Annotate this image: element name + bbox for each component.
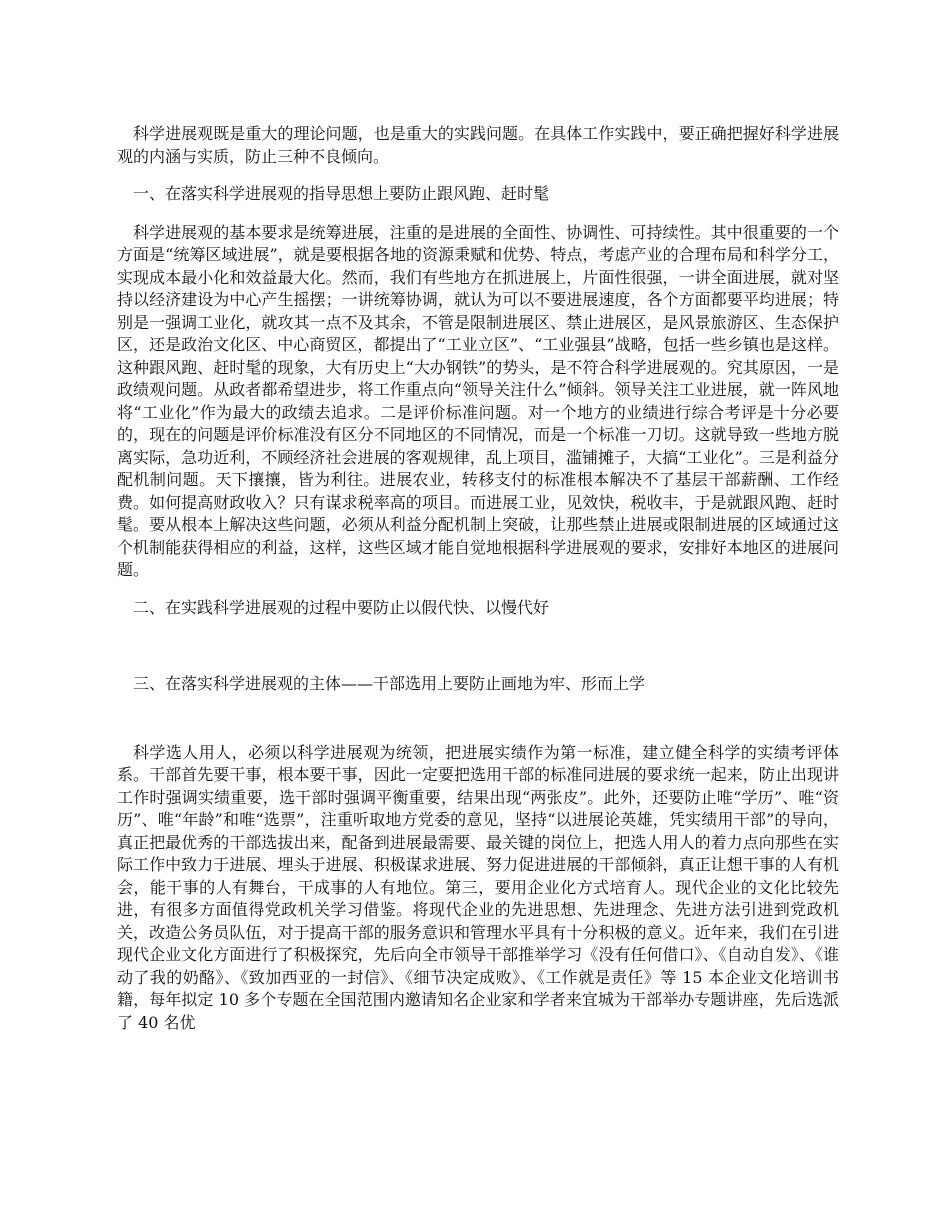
spacer	[117, 696, 839, 742]
section-3-body: 科学选人用人，必须以科学进展观为统领，把进展实绩作为第一标准，建立健全科学的实绩考评体系。干部首先要干事，根本要干事，因此一定要把选用干部的标准同进展的要求统一起来，防止出现讲工作时强调实绩重要，选干部时强调平衡重要，结果出现“两张皮”。此外，还要防止唯“学历”、唯“资历”、唯“年龄”和唯“选票”，注重听取地方党委的意见，坚持“以进展论英雄，凭实绩用干部”的导向，真正把最优秀的干部选拔出来，配备到进展最需要、最关键的岗位上，把选人用人的着力点向那些在实际工作中致力于进展、埋头于进展、积极谋求进展、努力促进进展的干部倾斜，真正让想干事的人有机会，能干事的人有舞台，干成事的人有地位。第三，要用企业化方式培育人。现代企业的文化比较先进，有很多方面值得党政机关学习借鉴。将现代企业的先进思想、先进理念、先进方法引进到党政机关，改造公务员队伍，对于提高干部的服务意识和管理水平具有十分积极的意义。近年来，我们在引进现代企业文化方面进行了积极探究，先后向全市领导干部推举学习《没有任何借口》、《自动自发》、《谁动了我的奶酪》、《致加西亚的一封信》、《细节决定成败》、《工作就是责任》等 15 本企业文化培训书籍，每年拟定 10 多个专题在全国范围内邀请知名企业家和学者来宜城为干部举办专题讲座，先后选派了 40 名优	[117, 742, 839, 1032]
section-2-heading: 二、在实践科学进展观的过程中要防止以假代快、以慢代好	[133, 597, 550, 617]
section-1-heading: 一、在落实科学进展观的指导思想上要防止跟风跑、赶时髦	[133, 184, 550, 203]
intro-paragraph: 科学进展观既是重大的理论问题，也是重大的实践问题。在具体工作实践中，要正确把握好科学进展观的内涵与实质，防止三种不良倾向。	[117, 124, 839, 166]
spacer	[117, 619, 839, 673]
section-3-heading: 三、在落实科学进展观的主体——干部选用上要防止画地为牢、形而上学	[133, 674, 646, 693]
document-page	[117, 123, 839, 1034]
spacer	[117, 206, 839, 222]
section-1-body: 科学进展观的基本要求是统筹进展，注重的是进展的全面性、协调性、可持续性。其中很重要的一个方面是“统筹区域进展”，就是要根据各地的资源秉赋和优势、特点，考虑产业的合理布局和科学分工，实现成本最小化和效益最大化。然而，我们有些地方在抓进展上，片面性很强，一讲全面进展，就对坚持以经济建设为中心产生摇摆；一讲统筹协调，就认为可以不要进展速度，各个方面都要平均进展；特别是一强调工业化，就攻其一点不及其余，不管是限制进展区、禁止进展区，是风景旅游区、生态保护区，还是政治文化区、中心商贸区，都提出了“工业立区”、“工业强县”战略，包括一些乡镇也是这样。这种跟风跑、赶时髦的现象，大有历史上“大办钢铁”的势头，是不符合科学进展观的。究其原因，一是政绩观问题。从政者都希望进步，将工作重点向“领导关注什么”倾斜。领导关注工业进展，就一阵风地将“工业化”作为最大的政绩去追求。二是评价标准问题。对一个地方的业绩进行综合考评是十分必要的，现在的问题是评价标准没有区分不同地区的不同情况，而是一个标准一刀切。这就导致一些地方脱离实际，急功近利，不顾经济社会进展的客观规律，乱上项目，滥铺摊子，大搞“工业化”。三是利益分配机制问题。天下攘攘，皆为利往。进展农业，转移支付的标准根本解决不了基层干部薪酬、工作经费。如何提高财政收入？只有谋求税率高的项目。而进展工业，见效快，税收丰，于是就跟风跑、赶时髦。要从根本上解决这些问题，必须从利益分配机制上突破，让那些禁止进展或限制进展的区域通过这个机制能获得相应的利益，这样，这些区域才能自觉地根据科学进展观的要求，安排好本地区的进展问题。	[117, 222, 839, 579]
spacer	[117, 582, 839, 597]
spacer	[117, 168, 839, 183]
